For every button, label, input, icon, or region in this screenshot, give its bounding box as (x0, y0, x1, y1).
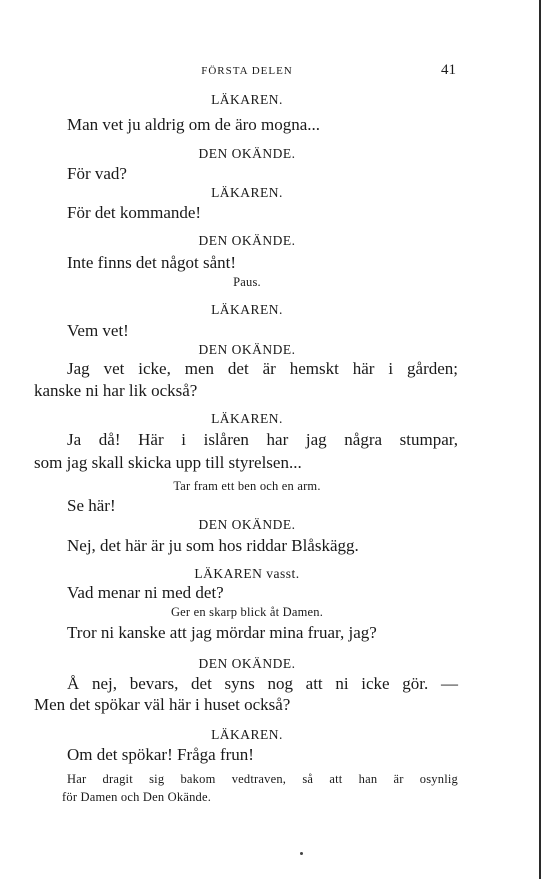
page-edge-border (539, 0, 541, 879)
dialogue-line: För vad? (67, 164, 127, 183)
dialogue-line: Inte finns det något sånt! (67, 253, 237, 272)
speaker-label: LÄKAREN vasst. (194, 566, 300, 581)
speaker-label: LÄKAREN. (211, 411, 283, 426)
page-number: 41 (441, 62, 456, 78)
speaker-label: LÄKAREN. (211, 92, 283, 107)
stage-direction: Ger en skarp blick åt Damen. (170, 605, 324, 619)
dialogue-line: som jag skall skicka upp till styrelsen... (34, 453, 302, 472)
stage-direction: Tar fram ett ben och en arm. (173, 479, 321, 493)
speaker-label: DEN OKÄNDE. (198, 233, 296, 248)
speaker-label: LÄKAREN. (211, 727, 283, 742)
dialogue-line: Tror ni kanske att jag mördar mina fruar, jag? (67, 623, 377, 642)
dialogue-line: Men det spökar väl här i huset också? (34, 695, 291, 714)
page-header (0, 62, 544, 82)
speaker-label: DEN OKÄNDE. (198, 342, 296, 357)
speaker-label: LÄKAREN. (211, 185, 283, 200)
dialogue-line: Om det spökar! Fråga frun! (67, 745, 254, 764)
dialogue-line: Jag vet icke, men det är hemskt här i gården; (67, 359, 458, 378)
dialogue-line: Å nej, bevars, det syns nog att ni icke gör. — (67, 674, 458, 693)
dialogue-line: För det kommande! (67, 203, 202, 222)
dialogue-line: Man vet ju aldrig om de äro mogna... (67, 115, 321, 134)
print-speck (300, 852, 303, 855)
dialogue-line: Nej, det här är ju som hos riddar Blåskägg. (67, 536, 359, 555)
speaker-label: DEN OKÄNDE. (198, 517, 296, 532)
speaker-label: DEN OKÄNDE. (198, 146, 296, 161)
running-head: FÖRSTA DELEN (201, 65, 293, 77)
stage-direction: Paus. (233, 275, 261, 289)
speaker-label: DEN OKÄNDE. (198, 656, 296, 671)
dialogue-line: kanske ni har lik också? (34, 381, 198, 400)
dialogue-line: Vem vet! (67, 321, 129, 340)
dialogue-line: Se här! (67, 496, 116, 515)
stage-direction: för Damen och Den Okände. (62, 790, 212, 804)
stage-direction: Har dragit sig bakom vedtraven, så att han är osynlig (67, 772, 458, 786)
dialogue-line: Vad menar ni med det? (67, 583, 224, 602)
speaker-label: LÄKAREN. (211, 302, 283, 317)
dialogue-line: Ja då! Här i islåren har jag några stumpar, (67, 430, 458, 449)
